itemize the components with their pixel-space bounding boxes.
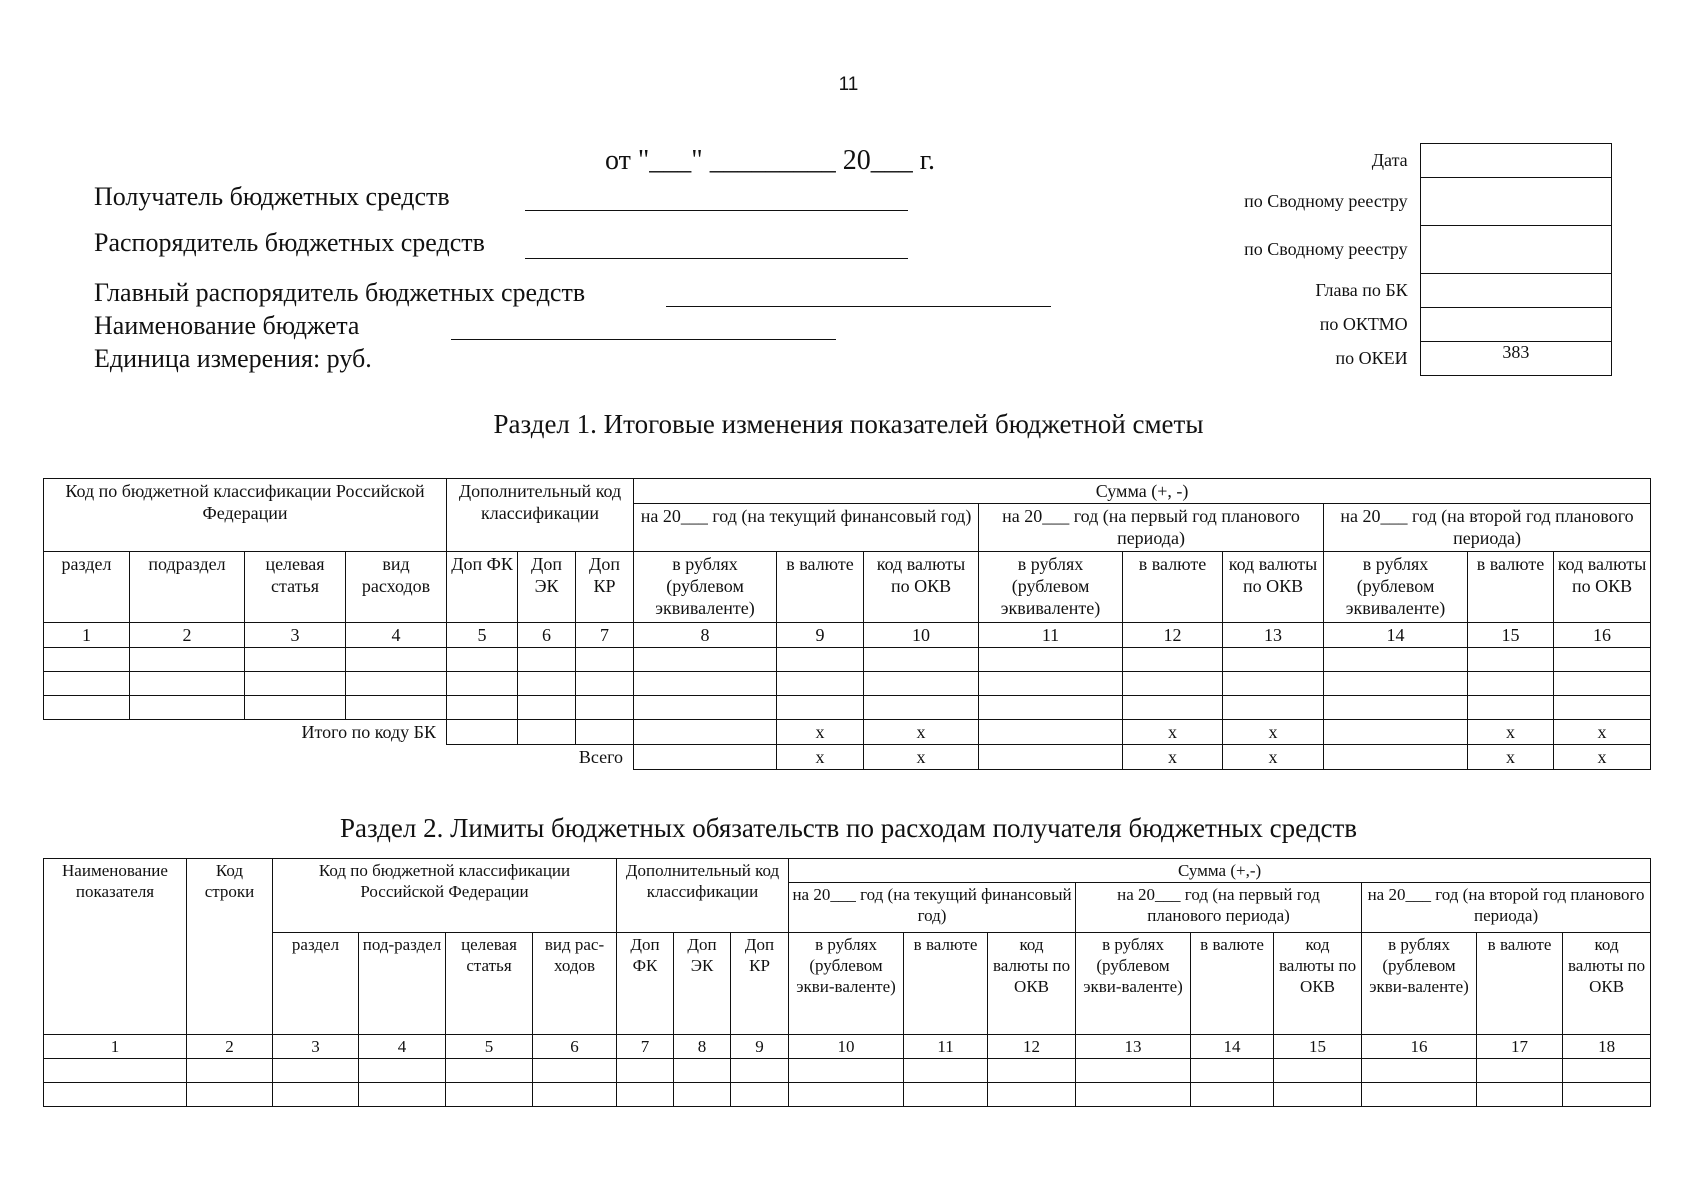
- s2-header-year-current: на 20___ год (на текущий финансовый год): [789, 883, 1076, 933]
- s2-col-header: целевая статья: [446, 933, 533, 1035]
- s2-header-year-second: на 20___ год (на второй год планового периода): [1362, 883, 1651, 933]
- s2-col-header: Доп КР: [731, 933, 789, 1035]
- table-cell[interactable]: [245, 648, 346, 672]
- table-cell[interactable]: [130, 672, 245, 696]
- s2-header-sum: Сумма (+,-): [789, 859, 1651, 883]
- table-cell[interactable]: [904, 1059, 988, 1083]
- table-cell[interactable]: [789, 1083, 904, 1107]
- table-cell[interactable]: [44, 672, 130, 696]
- s1-col-header: код валюты по ОКВ: [1554, 552, 1651, 623]
- s2-col-number: 7: [617, 1035, 674, 1059]
- s2-header-line-code: Код строки: [187, 859, 273, 1035]
- code-registry1-value[interactable]: [1420, 178, 1611, 226]
- code-date-value[interactable]: [1420, 144, 1611, 178]
- section2-title: Раздел 2. Лимиты бюджетных обязательств по расходам получателя бюджетных средств: [339, 813, 1358, 843]
- s2-col-header: раздел: [273, 933, 359, 1035]
- document-date-line: от "___" _________ 20___ г.: [605, 145, 936, 176]
- s1-col-header: Доп ФК: [447, 552, 518, 623]
- table-cell[interactable]: [518, 720, 576, 745]
- table-cell[interactable]: [634, 648, 777, 672]
- table-cell[interactable]: [1324, 696, 1468, 720]
- recipient-field-line[interactable]: [525, 210, 908, 211]
- s1-col-header: в рублях (рублевом эквиваленте): [634, 552, 777, 623]
- x-mark: x: [864, 720, 979, 745]
- table-cell[interactable]: [44, 1083, 187, 1107]
- s1-col-header: Доп ЭК: [518, 552, 576, 623]
- chief-manager-label: Главный распорядитель бюджетных средств: [94, 278, 586, 307]
- total-all-label: Всего: [578, 747, 624, 767]
- s1-col-number: 8: [634, 623, 777, 648]
- s1-header-year-first: на 20___ год (на первый год планового периода): [979, 504, 1324, 552]
- table-cell[interactable]: [777, 696, 864, 720]
- s2-col-header: в рублях (рублевом экви-валенте): [789, 933, 904, 1035]
- s2-col-number: 3: [273, 1035, 359, 1059]
- s2-col-number: 13: [1076, 1035, 1191, 1059]
- table-cell[interactable]: [518, 696, 576, 720]
- x-mark: x: [1223, 720, 1324, 745]
- table-cell[interactable]: [1563, 1083, 1651, 1107]
- s2-col-number: 15: [1274, 1035, 1362, 1059]
- table-cell[interactable]: [359, 1059, 446, 1083]
- table-cell[interactable]: [346, 696, 447, 720]
- table-row: [44, 1059, 1651, 1083]
- s2-col-number: 14: [1191, 1035, 1274, 1059]
- manager-label: Распорядитель бюджетных средств: [94, 228, 485, 257]
- code-chapter-value[interactable]: [1420, 274, 1611, 308]
- s2-col-header: код валюты по ОКВ: [1274, 933, 1362, 1035]
- table-cell[interactable]: [1477, 1083, 1563, 1107]
- table-cell[interactable]: [44, 1059, 187, 1083]
- table-cell[interactable]: [777, 672, 864, 696]
- table-cell[interactable]: [446, 1059, 533, 1083]
- s1-col-header: код валюты по ОКВ: [864, 552, 979, 623]
- s2-col-header: в валюте: [904, 933, 988, 1035]
- x-mark: x: [864, 745, 979, 770]
- x-mark: x: [1554, 745, 1651, 770]
- table-cell[interactable]: [44, 648, 130, 672]
- s1-col-number: 3: [245, 623, 346, 648]
- table-cell[interactable]: [979, 720, 1123, 745]
- s1-col-header: в рублях (рублевом эквиваленте): [979, 552, 1123, 623]
- s2-header-year-first: на 20___ год (на первый год планового периода): [1076, 883, 1362, 933]
- table-cell[interactable]: [634, 672, 777, 696]
- s1-col-header: вид расходов: [346, 552, 447, 623]
- table-cell[interactable]: [245, 672, 346, 696]
- table-cell[interactable]: [777, 648, 864, 672]
- s2-col-header: в валюте: [1477, 933, 1563, 1035]
- s2-col-number: 18: [1563, 1035, 1651, 1059]
- code-okei-value: 383: [1420, 342, 1611, 376]
- budget-name-field-line[interactable]: [451, 339, 836, 340]
- s1-col-header: Доп КР: [576, 552, 634, 623]
- codes-box: [1180, 143, 1612, 376]
- code-oktmo-value[interactable]: [1420, 308, 1611, 342]
- table-cell[interactable]: [634, 720, 777, 745]
- s2-col-header: Доп ЭК: [674, 933, 731, 1035]
- table-cell[interactable]: [446, 1083, 533, 1107]
- s1-header-dop-code: Дополнительный код классификации: [447, 479, 634, 552]
- total-bk-row: [44, 720, 1651, 745]
- table-cell[interactable]: [44, 696, 130, 720]
- table-cell[interactable]: [518, 672, 576, 696]
- s1-header-year-current: на 20___ год (на текущий финансовый год): [634, 504, 979, 552]
- code-chapter-label: Глава по БК: [1315, 280, 1408, 300]
- table-cell[interactable]: [1477, 1059, 1563, 1083]
- table-cell[interactable]: [245, 696, 346, 720]
- table-cell[interactable]: [988, 1083, 1076, 1107]
- s2-col-number: 12: [988, 1035, 1076, 1059]
- table-cell[interactable]: [979, 648, 1123, 672]
- table-cell[interactable]: [187, 1059, 273, 1083]
- x-mark: x: [777, 745, 864, 770]
- s1-col-header: подраздел: [130, 552, 245, 623]
- s2-col-number: 9: [731, 1035, 789, 1059]
- code-registry1-label: по Сводному реестру: [1244, 191, 1408, 211]
- table-cell[interactable]: [447, 696, 518, 720]
- s2-col-header: в валюте: [1191, 933, 1274, 1035]
- table-cell[interactable]: [1324, 720, 1468, 745]
- table-cell[interactable]: [1274, 1059, 1362, 1083]
- table-cell[interactable]: [1076, 1059, 1191, 1083]
- s2-col-number: 17: [1477, 1035, 1563, 1059]
- table-cell[interactable]: [576, 648, 634, 672]
- page-number: 11: [838, 74, 859, 95]
- table-cell[interactable]: [988, 1059, 1076, 1083]
- table-cell[interactable]: [447, 720, 518, 745]
- table-cell[interactable]: [617, 1059, 674, 1083]
- table-cell[interactable]: [1274, 1083, 1362, 1107]
- table-cell[interactable]: [1223, 648, 1324, 672]
- table-cell[interactable]: [1554, 696, 1651, 720]
- s1-col-number: 4: [346, 623, 447, 648]
- s1-col-number: 15: [1468, 623, 1554, 648]
- s2-col-header: код валюты по ОКВ: [1563, 933, 1651, 1035]
- table-cell[interactable]: [864, 648, 979, 672]
- s1-col-number: 13: [1223, 623, 1324, 648]
- table-cell[interactable]: [576, 720, 634, 745]
- s2-col-number: 5: [446, 1035, 533, 1059]
- s1-col-number: 9: [777, 623, 864, 648]
- x-mark: x: [1468, 720, 1554, 745]
- table-cell[interactable]: [674, 1059, 731, 1083]
- code-registry2-label: по Сводному реестру: [1244, 239, 1408, 259]
- s2-col-header: код валюты по ОКВ: [988, 933, 1076, 1035]
- table-cell[interactable]: [1123, 648, 1223, 672]
- s2-col-number: 11: [904, 1035, 988, 1059]
- table-cell[interactable]: [1123, 672, 1223, 696]
- table-cell[interactable]: [346, 648, 447, 672]
- s2-col-header: вид рас-ходов: [533, 933, 617, 1035]
- table-cell[interactable]: [273, 1083, 359, 1107]
- table-cell[interactable]: [130, 696, 245, 720]
- total-bk-label: Итого по коду БК: [301, 722, 437, 742]
- s1-col-header: раздел: [44, 552, 130, 623]
- s2-col-number: 4: [359, 1035, 446, 1059]
- table-cell[interactable]: [674, 1083, 731, 1107]
- table-row: [44, 696, 1651, 720]
- table-cell[interactable]: [1362, 1083, 1477, 1107]
- table-cell[interactable]: [359, 1083, 446, 1107]
- table-cell[interactable]: [346, 672, 447, 696]
- table-cell[interactable]: [1324, 745, 1468, 770]
- s2-col-number: 16: [1362, 1035, 1477, 1059]
- table-cell[interactable]: [1191, 1059, 1274, 1083]
- table-cell[interactable]: [1468, 696, 1554, 720]
- table-cell[interactable]: [904, 1083, 988, 1107]
- chief-manager-field-line[interactable]: [666, 306, 1051, 307]
- table-cell[interactable]: [634, 696, 777, 720]
- table-cell[interactable]: [731, 1083, 789, 1107]
- s1-col-number: 7: [576, 623, 634, 648]
- s2-col-number: 8: [674, 1035, 731, 1059]
- section1-title: Раздел 1. Итоговые изменения показателей бюджетной сметы: [493, 409, 1204, 439]
- s1-col-header: в валюте: [1123, 552, 1223, 623]
- s1-header-code-bk: Код по бюджетной классификации Российской Федерации: [44, 479, 447, 552]
- table-cell[interactable]: [533, 1083, 617, 1107]
- table-cell[interactable]: [1191, 1083, 1274, 1107]
- s2-col-number: 6: [533, 1035, 617, 1059]
- s1-col-header: в рублях (рублевом эквиваленте): [1324, 552, 1468, 623]
- x-mark: x: [1468, 745, 1554, 770]
- s1-col-number: 2: [130, 623, 245, 648]
- table-cell[interactable]: [1223, 672, 1324, 696]
- s1-header-sum: Сумма (+, -): [634, 479, 1651, 504]
- table-cell[interactable]: [864, 672, 979, 696]
- manager-field-line[interactable]: [525, 258, 908, 259]
- s2-col-header: под-раздел: [359, 933, 446, 1035]
- table-cell[interactable]: [617, 1083, 674, 1107]
- table-cell[interactable]: [576, 672, 634, 696]
- table-row: [44, 672, 1651, 696]
- table-cell[interactable]: [864, 696, 979, 720]
- table-cell[interactable]: [1324, 672, 1468, 696]
- table-cell[interactable]: [979, 745, 1123, 770]
- table-cell[interactable]: [1554, 648, 1651, 672]
- total-all-row: [44, 745, 1651, 770]
- section2-table: [43, 858, 1651, 1107]
- table-cell[interactable]: [447, 648, 518, 672]
- budget-name-label: Наименование бюджета: [94, 311, 360, 340]
- table-cell[interactable]: [130, 648, 245, 672]
- s2-header-code-bk: Код по бюджетной классификации Российской Федерации: [273, 859, 617, 933]
- table-row: [44, 648, 1651, 672]
- s1-header-year-second: на 20___ год (на второй год планового периода): [1324, 504, 1651, 552]
- table-cell[interactable]: [187, 1083, 273, 1107]
- s1-col-number: 14: [1324, 623, 1468, 648]
- s2-col-header: в рублях (рублевом экви-валенте): [1362, 933, 1477, 1035]
- s1-col-header: в валюте: [1468, 552, 1554, 623]
- x-mark: x: [1123, 745, 1223, 770]
- table-cell[interactable]: [1362, 1059, 1477, 1083]
- table-cell[interactable]: [1468, 672, 1554, 696]
- x-mark: x: [1554, 720, 1651, 745]
- s2-col-number: 10: [789, 1035, 904, 1059]
- s2-header-name: Наименование показателя: [44, 859, 187, 1035]
- s2-col-header: в рублях (рублевом экви-валенте): [1076, 933, 1191, 1035]
- s1-col-number: 12: [1123, 623, 1223, 648]
- s2-col-header: Доп ФК: [617, 933, 674, 1035]
- section1-table: [43, 478, 1651, 770]
- code-registry2-value[interactable]: [1420, 226, 1611, 274]
- s1-col-number: 10: [864, 623, 979, 648]
- table-cell[interactable]: [731, 1059, 789, 1083]
- code-oktmo-label: по ОКТМО: [1319, 314, 1408, 334]
- s2-header-dop-code: Дополнительный код классификации: [617, 859, 789, 933]
- table-cell[interactable]: [1223, 696, 1324, 720]
- s2-col-number: 1: [44, 1035, 187, 1059]
- s1-col-number: 1: [44, 623, 130, 648]
- code-okei-label: по ОКЕИ: [1335, 348, 1408, 368]
- s1-col-header: целевая статья: [245, 552, 346, 623]
- recipient-label: Получатель бюджетных средств: [94, 182, 450, 211]
- table-row: [44, 1083, 1651, 1107]
- table-cell[interactable]: [979, 672, 1123, 696]
- table-cell[interactable]: [518, 648, 576, 672]
- table-cell[interactable]: [634, 745, 777, 770]
- s2-col-number: 2: [187, 1035, 273, 1059]
- x-mark: x: [1223, 745, 1324, 770]
- table-cell[interactable]: [576, 696, 634, 720]
- s1-col-number: 6: [518, 623, 576, 648]
- s1-col-number: 11: [979, 623, 1123, 648]
- table-cell[interactable]: [1563, 1059, 1651, 1083]
- table-cell[interactable]: [533, 1059, 617, 1083]
- table-cell[interactable]: [1076, 1083, 1191, 1107]
- table-cell[interactable]: [979, 696, 1123, 720]
- unit-label: Единица измерения: руб.: [94, 344, 372, 373]
- table-cell[interactable]: [1468, 648, 1554, 672]
- s1-col-number: 16: [1554, 623, 1651, 648]
- x-mark: x: [1123, 720, 1223, 745]
- table-cell[interactable]: [789, 1059, 904, 1083]
- x-mark: x: [777, 720, 864, 745]
- table-cell[interactable]: [1324, 648, 1468, 672]
- table-cell[interactable]: [1123, 696, 1223, 720]
- s1-col-header: в валюте: [777, 552, 864, 623]
- s1-col-number: 5: [447, 623, 518, 648]
- table-cell[interactable]: [1554, 672, 1651, 696]
- code-date-label: Дата: [1371, 150, 1408, 170]
- table-cell[interactable]: [447, 672, 518, 696]
- s1-col-header: код валюты по ОКВ: [1223, 552, 1324, 623]
- table-cell[interactable]: [273, 1059, 359, 1083]
